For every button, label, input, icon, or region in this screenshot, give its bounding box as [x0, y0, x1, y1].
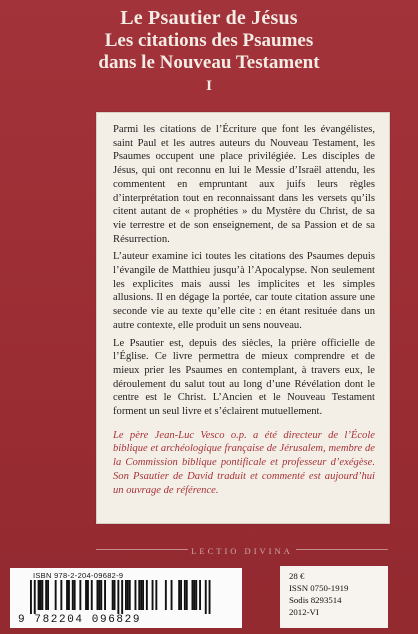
edition-code: 2012-VI — [289, 607, 319, 617]
isbn-label: ISBN 978-2-204-09682-9 — [33, 571, 124, 580]
barcode-bar — [155, 580, 157, 610]
barcode-bar — [152, 580, 154, 610]
blurb-text — [113, 123, 375, 501]
collection-rule-right — [296, 549, 388, 550]
issn: ISSN 0750-1919 — [289, 583, 349, 593]
barcode-bar — [199, 580, 201, 610]
barcode-bar — [72, 580, 74, 610]
barcode-bar — [40, 580, 42, 610]
cover-header — [0, 6, 418, 96]
barcode-bar — [205, 580, 207, 614]
sodis-code: Sodis 8293514 — [289, 595, 342, 605]
barcode-bar — [178, 580, 180, 610]
barcode-bar — [74, 580, 76, 610]
barcode-bar — [165, 580, 167, 610]
barcode-bar — [180, 580, 182, 610]
barcode-bar — [30, 580, 32, 614]
barcode-bar — [129, 580, 131, 610]
barcode-bar — [97, 580, 99, 610]
barcode-bar — [146, 580, 148, 610]
barcode-bar — [117, 580, 119, 614]
barcode-bar — [41, 580, 43, 610]
barcode-bar — [104, 580, 106, 610]
barcode-bar — [91, 580, 93, 610]
book-subtitle-line-1: Les citations des Psaumes — [104, 30, 314, 51]
barcode-digits: 9 782204 096829 — [18, 614, 142, 626]
barcode-bar — [66, 580, 68, 610]
volume-number: I — [206, 78, 212, 94]
barcode-bar — [47, 580, 49, 610]
barcode-bar — [171, 580, 173, 610]
barcode-bar — [138, 580, 140, 610]
barcode-bar — [34, 580, 36, 614]
author-bio: Le père Jean-Luc Vesco o.p. a été directeur de l’École biblique et archéologique française de Jérusalem, membre de la Commission biblique pontificale et professeur d’exégèse. Son Psautier de David traduit et commenté est aujourd’hui un ouvrage de référence. — [113, 429, 375, 496]
barcode-bar — [142, 580, 144, 610]
barcode-bar — [127, 580, 129, 610]
barcode-bar — [112, 580, 114, 610]
barcode-bar — [140, 580, 142, 610]
book-subtitle-line-2: dans le Nouveau Testament — [98, 52, 320, 73]
barcode-bar — [45, 580, 47, 610]
barcode-bar — [60, 580, 62, 610]
blurb-paragraph-3: Le Psautier est, depuis des siècles, la prière officielle de l’Église. Ce livre permettra de mieux comprendre et de mieux prier les Psaumes en contemplant, à travers eux, le déroulement du salut tout au long d’une Révélation dont le centre est le Christ. L’Ancien et le Nouveau Testament forment un seul livre et s’éclairent mutuellement. — [113, 337, 375, 418]
barcode-bar — [38, 580, 40, 610]
barcode-bar — [68, 580, 70, 610]
barcode-bar — [125, 580, 127, 610]
blurb-paragraph-2: L’auteur examine ici toutes les citations des Psaumes depuis l’évangile de Matthieu jusqu’à l’Apocalypse. Non seulement les explicites mais aussi les implicites et les simples allusions. Il en dégage la portée, car toute citation assure une seconde vie au texte qu’elle cite : en étant resituée dans un autre contexte, elle produit un sens nouveau. — [113, 251, 375, 331]
barcode-bar — [55, 580, 57, 610]
barcode-bar — [209, 580, 211, 614]
barcode-bar — [79, 580, 81, 610]
barcode-bar — [121, 580, 123, 614]
barcode-bar — [98, 580, 100, 610]
barcode-bar — [85, 580, 87, 610]
blurb-paragraph-1: Parmi les citations de l’Écriture que font les évangélistes, saint Paul et les autres auteurs du Nouveau Testament, les Psaumes occupent une place privilégiée. Les disciples de Jésus, qui ont reconnu en lui le Messie d’Israël attendu, les commentent en empruntant aux juifs leurs règles d’interprétation tout en reconnaissant dans les versets qu’ils citent autant de « prophéties » du Mystère du Christ, de sa vie terrestre et de son enseignement, de sa Passion et de sa Résurrection. — [113, 124, 375, 245]
barcode-bar — [186, 580, 188, 610]
collection-name: LECTIO DIVINA — [191, 546, 293, 556]
barcode-bar — [87, 580, 89, 610]
barcode-bar — [195, 580, 197, 610]
barcode-bar — [184, 580, 186, 610]
price: 28 € — [289, 571, 305, 581]
book-title: Le Psautier de Jésus — [120, 7, 298, 29]
barcode-bar — [135, 580, 137, 610]
barcode-icon — [30, 580, 230, 614]
barcode-bar — [192, 580, 194, 610]
barcode-bar — [114, 580, 116, 610]
barcode-bar — [100, 580, 102, 610]
barcode-bar — [193, 580, 195, 610]
